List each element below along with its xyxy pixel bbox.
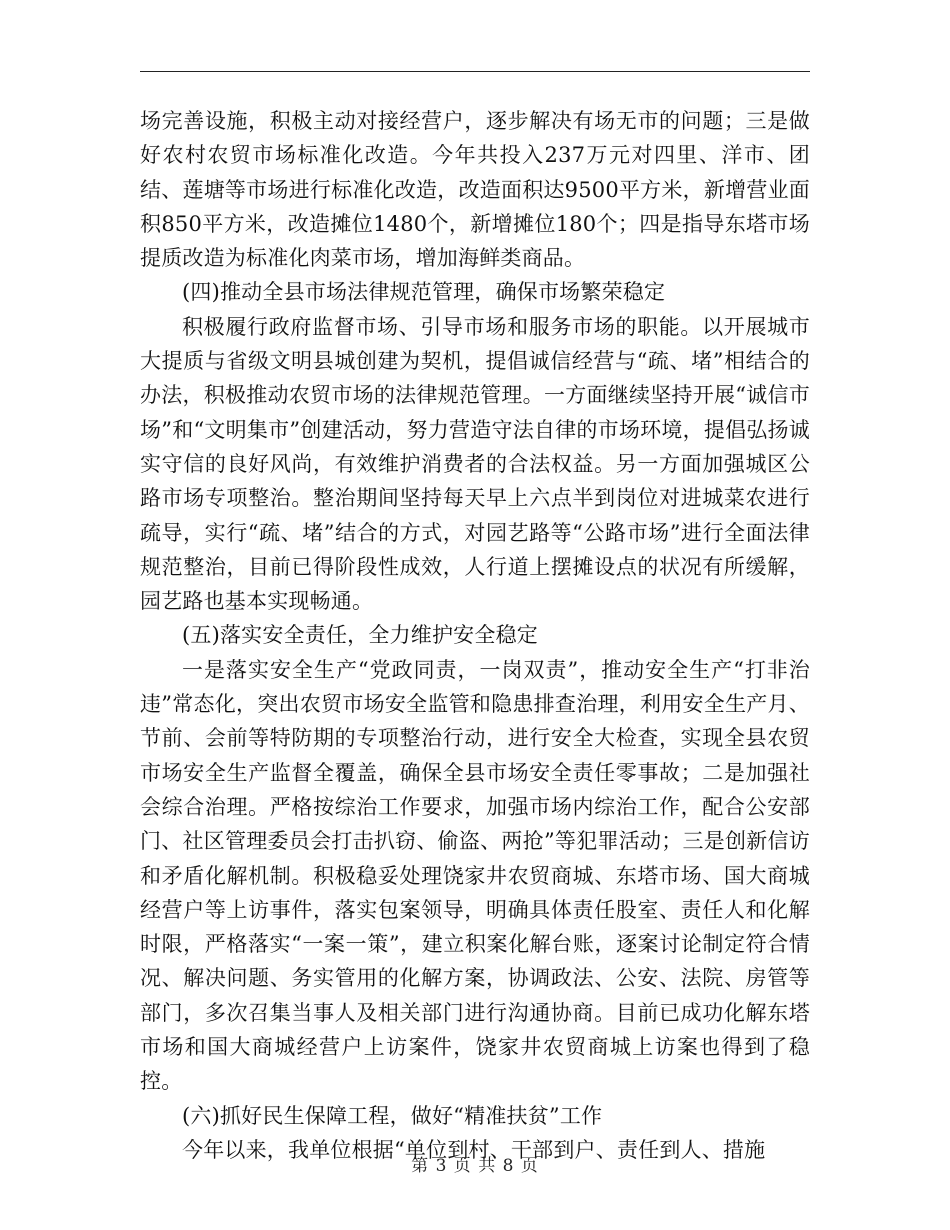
paragraph-safety: 一是落实安全生产“党政同责，一岗双责”，推动安全生产“打非治违”常态化，突出农贸市场安全监管和隐患排查治理，利用安全生产月、节前、会前等特防期的专项整治行动，进行安全大检查，实现全县农贸市场安全生产监督全覆盖，确保全县市场安全责任零事故；二是加强社会综合治理。严格按综治工作要求，加强市场内综治工作，配合公安部门、社区管理委员会打击扒窃、偷盗、两抢”等犯罪活动；三是创新信访和矛盾化解机制。积极稳妥处理饶家井农贸商城、东塔市场、国大商城经营户等上访事件，落实包案领导，明确具体责任股室、责任人和化解时限，严格落实“一案一策”，建立积案化解台账，逐案讨论制定符合情况、解决问题、务实管用的化解方案，协调政法、公安、法院、房管等部门，多次召集当事人及相关部门进行沟通协商。目前已成功化解东塔市场和国大商城经营户上访案件，饶家井农贸商城上访案也得到了稳控。 [140, 657, 810, 1094]
section-heading-6: (六)抓好民生保障工程，做好“精准扶贫”工作 [182, 1103, 603, 1128]
page-number: 第 3 页 共 8 页 [411, 1156, 539, 1176]
section-heading-4: (四)推动全县市场法律规范管理，确保市场繁荣稳定 [182, 280, 666, 305]
section-heading-5: (五)落实安全责任，全力维护安全稳定 [182, 623, 538, 648]
header-rule [140, 71, 810, 72]
paragraph-poverty-relief: 今年以来，我单位根据“单位到村、干部到户、责任到人、措施 [182, 1137, 766, 1162]
paragraph-continued: 场完善设施，积极主动对接经营户，逐步解决有场无市的问题；三是做好农村农贸市场标准化改造。今年共投入237万元对四里、洋市、团结、莲塘等市场进行标准化改造，改造面积达9500平方米，新增营业面积850平方米，改造摊位1480个，新增摊位180个；四是指导东塔市场提质改造为标准化肉菜市场，增加海鲜类商品。 [140, 109, 810, 271]
document-body [140, 104, 810, 1167]
paragraph-market-regulation: 积极履行政府监督市场、引导市场和服务市场的职能。以开展城市大提质与省级文明县城创建为契机，提倡诚信经营与“疏、堵”相结合的办法，积极推动农贸市场的法律规范管理。一方面继续坚持开展“诚信市场”和“文明集市”创建活动，努力营造守法自律的市场环境，提倡弘扬诚实守信的良好风尚，有效维护消费者的合法权益。另一方面加强城区公路市场专项整治。整治期间坚持每天早上六点半到岗位对进城菜农进行疏导，实行“疏、堵”结合的方式，对园艺路等“公路市场”进行全面法律规范整治，目前已得阶段性成效，人行道上摆摊设点的状况有所缓解，园艺路也基本实现畅通。 [140, 314, 810, 614]
